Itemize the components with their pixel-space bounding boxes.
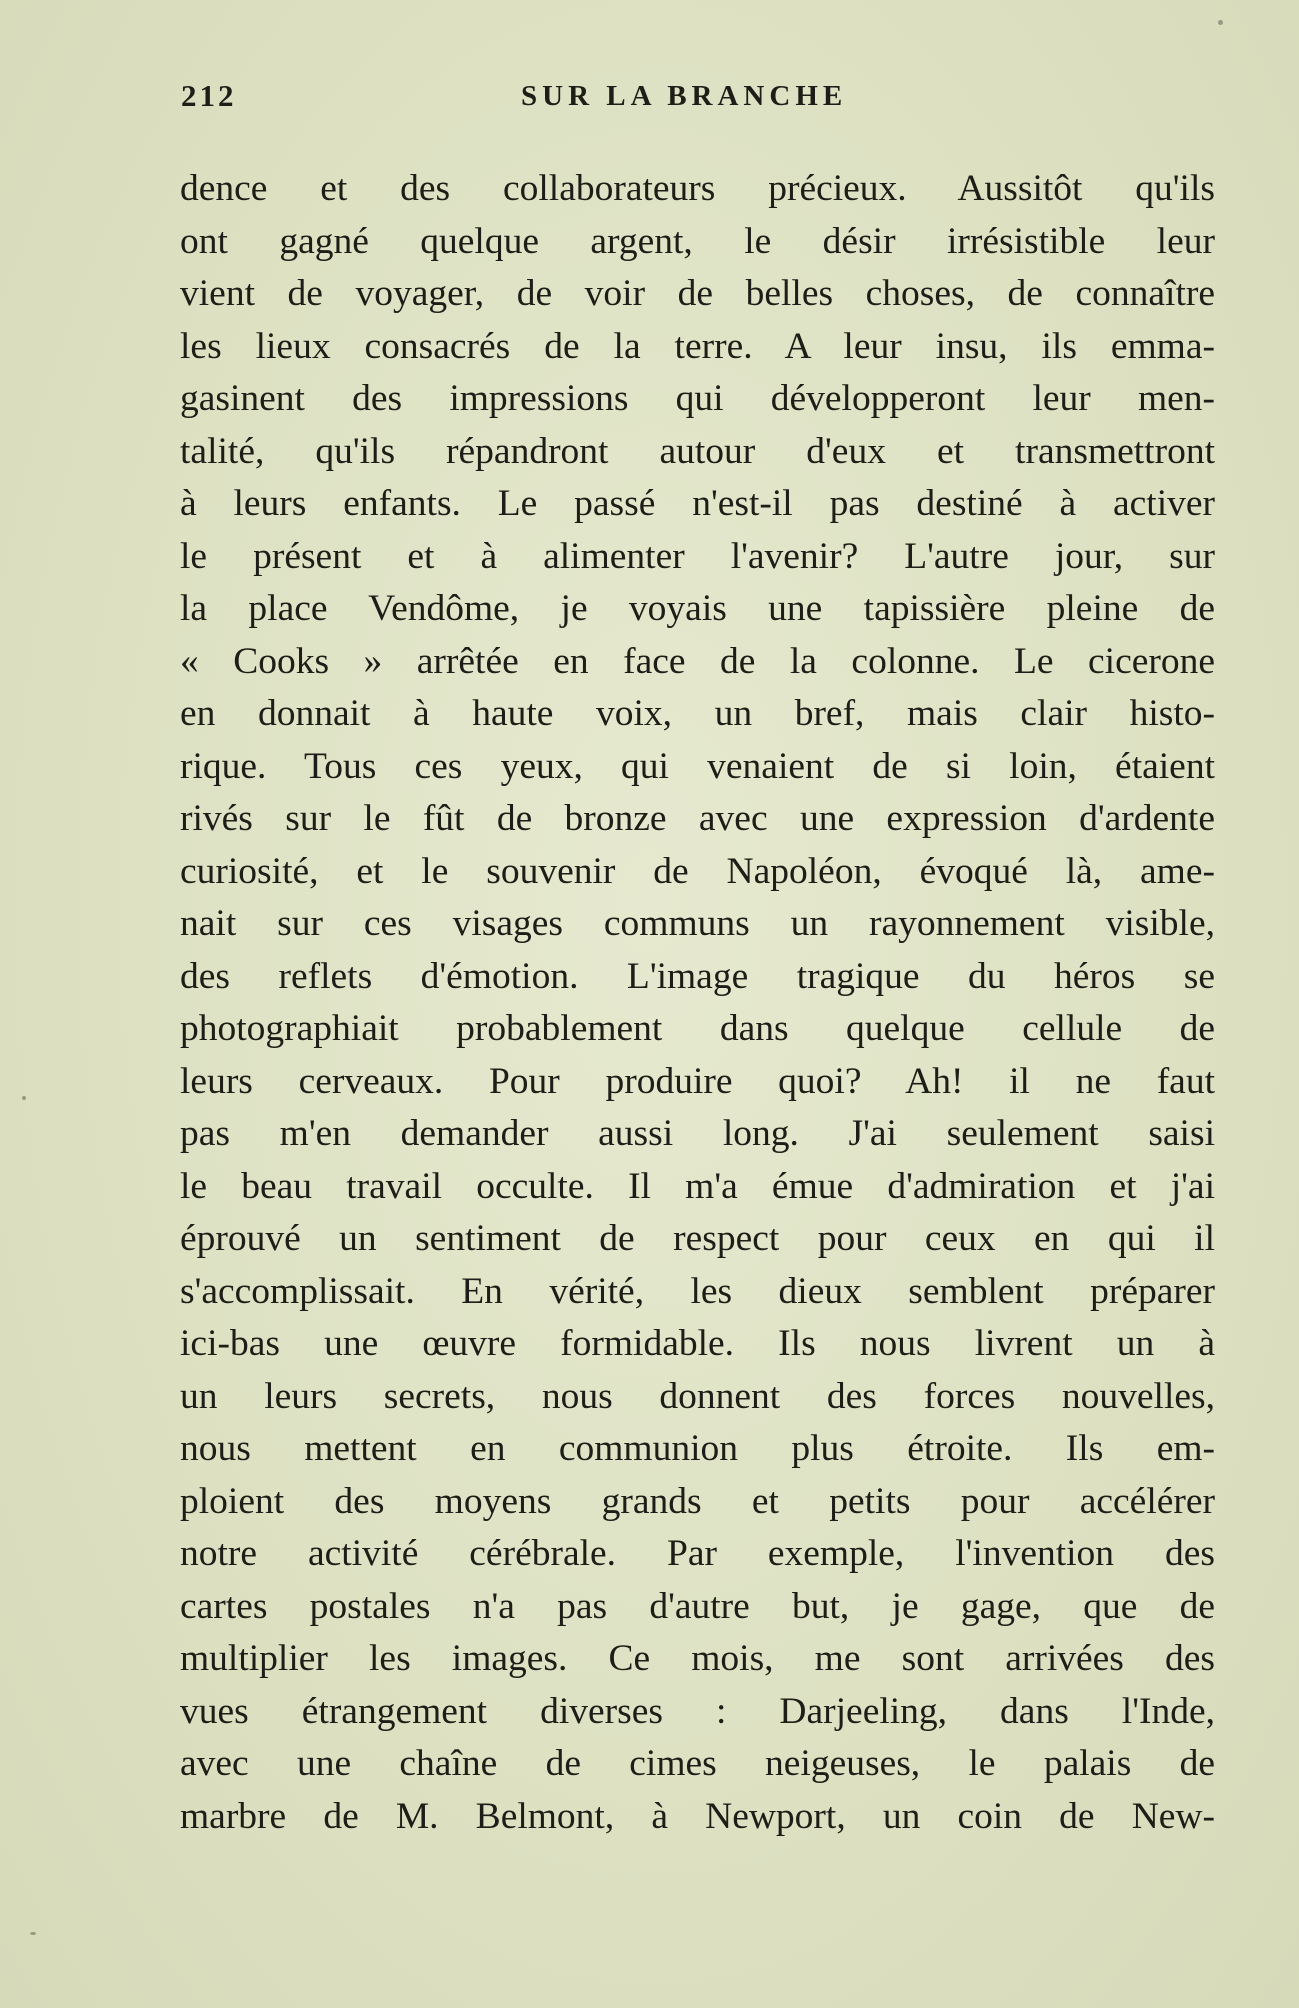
text-line: s'accomplissait. En vérité, les dieux semblent préparer — [180, 1270, 1215, 1312]
text-line: en donnait à haute voix, un bref, mais clair histo- — [180, 693, 1215, 734]
text-line: les lieux consacrés de la terre. A leur insu, ils emma- — [180, 325, 1215, 367]
text-line: dence et des collaborateurs précieux. Aussitôt qu'ils — [180, 168, 1215, 209]
page-number: 212 — [181, 78, 237, 113]
paper-speck — [1218, 20, 1223, 25]
text-line: un leurs secrets, nous donnent des forces nouvelles, — [180, 1375, 1215, 1417]
text-line: ploient des moyens grands et petits pour accélérer — [180, 1480, 1215, 1522]
text-line: nait sur ces visages communs un rayonnement visible, — [180, 903, 1215, 944]
text-line: photographiait probablement dans quelque cellule de — [180, 1008, 1215, 1049]
text-line: pas m'en demander aussi long. J'ai seulement saisi — [180, 1113, 1215, 1154]
body-text — [180, 163, 1215, 1843]
text-line: marbre de M. Belmont, à Newport, un coin de New- — [180, 1795, 1215, 1837]
text-line: leurs cerveaux. Pour produire quoi? Ah! il ne faut — [180, 1060, 1215, 1102]
text-line: gasinent des impressions qui développeront leur men- — [180, 378, 1215, 419]
text-line: rique. Tous ces yeux, qui venaient de si loin, étaient — [180, 745, 1215, 787]
text-line: des reflets d'émotion. L'image tragique du héros se — [180, 955, 1215, 997]
text-line: éprouvé un sentiment de respect pour ceux en qui il — [180, 1218, 1215, 1259]
text-line: le beau travail occulte. Il m'a émue d'admiration et j'ai — [180, 1165, 1215, 1207]
page-header — [181, 78, 1213, 128]
text-line: le présent et à alimenter l'avenir? L'autre jour, sur — [180, 535, 1215, 577]
text-line: vient de voyager, de voir de belles choses, de connaître — [180, 273, 1215, 314]
text-line: multiplier les images. Ce mois, me sont arrivées des — [180, 1638, 1215, 1679]
text-line: rivés sur le fût de bronze avec une expression d'ardente — [180, 798, 1215, 839]
text-line: curiosité, et le souvenir de Napoléon, évoqué là, ame- — [180, 850, 1215, 892]
text-line: ont gagné quelque argent, le désir irrésistible leur — [180, 220, 1215, 262]
text-line: vues étrangement diverses : Darjeeling, dans l'Inde, — [180, 1690, 1215, 1732]
text-line: la place Vendôme, je voyais une tapissière pleine de — [180, 588, 1215, 629]
text-line: talité, qu'ils répandront autour d'eux et transmettront — [180, 430, 1215, 472]
paper-speck — [30, 1932, 36, 1935]
text-line: « Cooks » arrêtée en face de la colonne. Le cicerone — [180, 640, 1215, 682]
text-line: avec une chaîne de cimes neigeuses, le palais de — [180, 1743, 1215, 1784]
paper-speck — [22, 1096, 26, 1100]
text-line: nous mettent en communion plus étroite. Ils em- — [180, 1428, 1215, 1469]
text-line: à leurs enfants. Le passé n'est-il pas destiné à activer — [180, 483, 1215, 524]
text-line: notre activité cérébrale. Par exemple, l'invention des — [180, 1533, 1215, 1574]
running-head: SUR LA BRANCHE — [521, 80, 848, 112]
text-line: ici-bas une œuvre formidable. Ils nous livrent un à — [180, 1323, 1215, 1364]
text-line: cartes postales n'a pas d'autre but, je gage, que de — [180, 1585, 1215, 1627]
